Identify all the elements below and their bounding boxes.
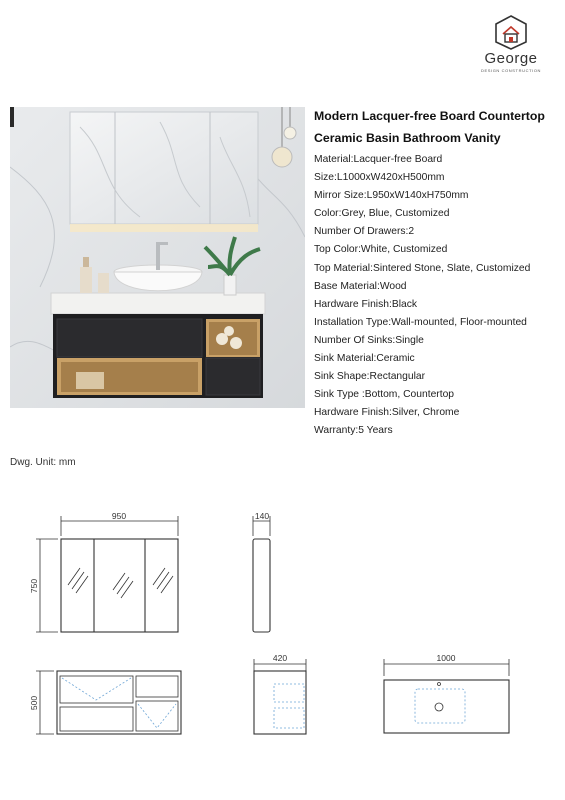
cabinet-front-view	[36, 671, 181, 734]
spec-material: Material:Lacquer-free Board	[314, 154, 443, 165]
spec-sink-type: Sink Type :Bottom, Countertop	[314, 389, 455, 401]
spec-hardware-finish: Hardware Finish:Black	[314, 298, 418, 310]
spec-size: Size:L1000xW420xH500mm	[314, 172, 445, 184]
brand-logo	[474, 14, 548, 76]
brand-tagline: DESIGN CONSTRUCTION	[480, 68, 542, 73]
mirror-cabinet	[70, 112, 258, 232]
dim-mirror-depth: 140	[254, 511, 270, 521]
technical-drawings	[0, 500, 565, 760]
spec-installation-type: Installation Type:Wall-mounted, Floor-mounted	[314, 316, 527, 328]
product-title-line1: Modern Lacquer-free Board Countertop	[314, 109, 545, 123]
product-title-line2: Ceramic Basin Bathroom Vanity	[314, 131, 501, 145]
spec-top-material: Top Material:Sintered Stone, Slate, Customized	[314, 262, 531, 274]
spec-warranty: Warranty:5 Years	[314, 425, 393, 437]
spec-number-of-sinks: Number Of Sinks:Single	[314, 334, 424, 346]
dim-cabinet-height: 500	[29, 695, 39, 711]
spec-drawers: Number Of Drawers:2	[314, 226, 415, 238]
drawing-unit-label: Dwg. Unit: mm	[10, 457, 76, 468]
cabinet-side-view	[254, 659, 306, 734]
brand-name: George	[484, 50, 538, 67]
product-title	[314, 105, 559, 149]
spec-hardware-finish-2: Hardware Finish:Silver, Chrome	[314, 407, 460, 419]
countertop	[51, 293, 265, 314]
dim-mirror-height: 750	[29, 578, 39, 594]
dim-top-width: 1000	[436, 653, 456, 663]
house-icon	[474, 14, 548, 50]
countertop-top-view	[384, 659, 509, 733]
product-photo	[10, 107, 305, 408]
vanity-cabinet	[53, 314, 263, 398]
spec-list	[314, 151, 564, 441]
spec-color: Color:Grey, Blue, Customized	[314, 208, 450, 220]
mirror-side-view	[253, 516, 270, 632]
spec-base-material: Base Material:Wood	[314, 280, 407, 292]
spec-sink-material: Sink Material:Ceramic	[314, 353, 415, 365]
dim-mirror-width: 950	[111, 511, 127, 521]
mirror-front-view	[36, 516, 178, 632]
spec-sink-shape: Sink Shape:Rectangular	[314, 371, 426, 383]
spec-top-color: Top Color:White, Customized	[314, 244, 448, 256]
dim-cabinet-depth: 420	[272, 653, 288, 663]
spec-mirror-size: Mirror Size:L950xW140xH750mm	[314, 190, 469, 202]
